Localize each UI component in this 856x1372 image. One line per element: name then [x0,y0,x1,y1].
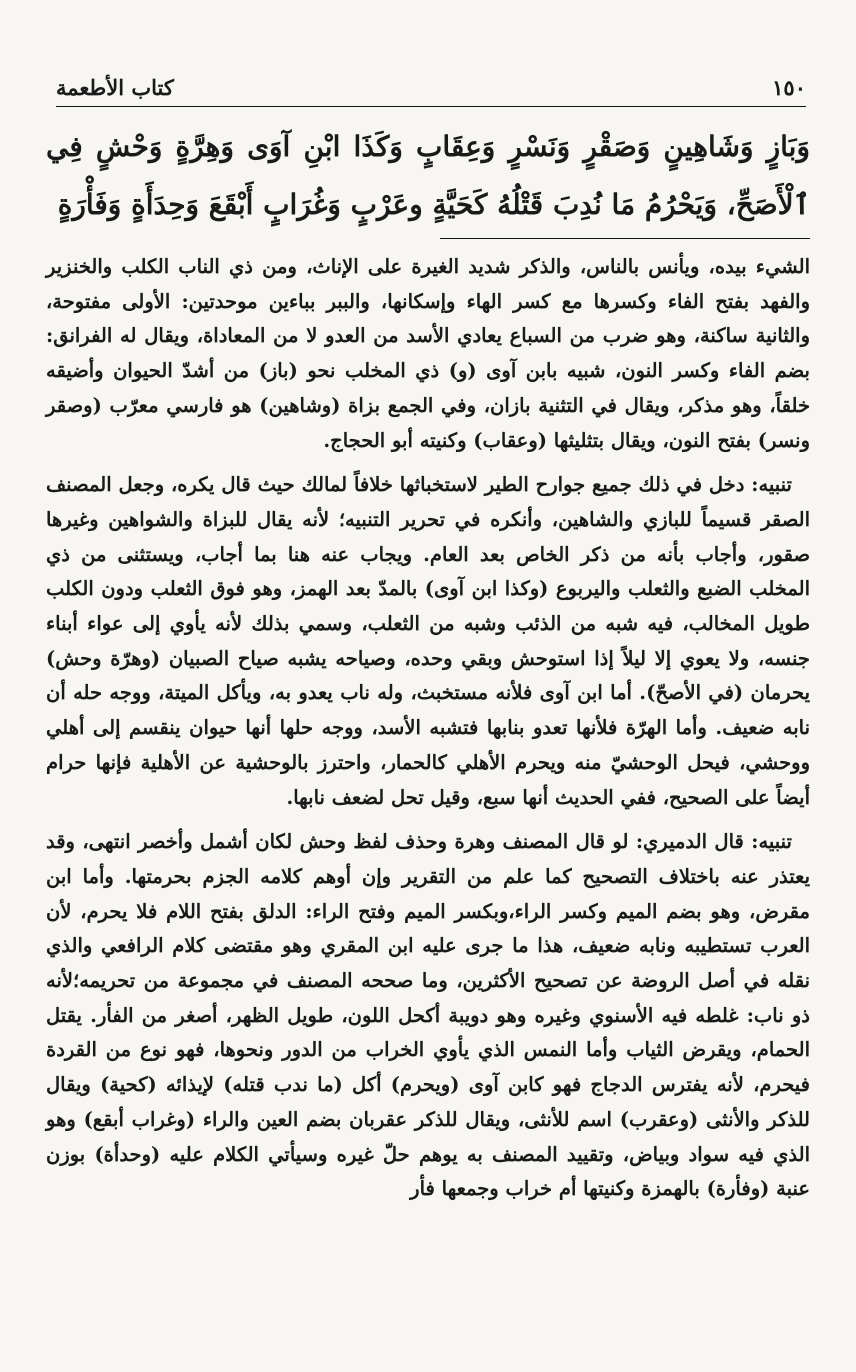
page-header [56,64,806,107]
main-text: وَبَازٍ وَشَاهِينٍ وَصَقْرٍ وَنَسْرٍ وَعِقَابٍ وَكَذَا ابْنِ آوَى وَهِرَّةٍ وَحْشٍ فِي ٱلْأَصَحِّ، وَيَحْرُمُ مَا نُدِبَ قَتْلُهُ كَحَيَّةٍ وعَرْبٍ وَغُرَابٍ أَبْقَعَ وَحِدَأَةٍ وَفَأْرَةٍ [46,130,810,221]
footnote-separator [440,238,810,239]
page-number: ١٥٠ [772,75,806,100]
commentary-paragraph: تنبيه: دخل في ذلك جميع جوارح الطير لاستخباثها خلافاً لمالك حيث قال يكره، وجعل المصنف الصقر قسيماً للبازي والشاهين، وأنكره في تحرير التنبيه؛ لأنه يقال للبزاة والشواهين وغيرها صقور، وأجاب بأنه من ذكر الخاص بعد العام. ويجاب عنه هنا بما أجاب، ويستثنى من ذي المخلب الضبع والثعلب واليربوع (وكذا ابن آوى) بالمدّ بعد الهمز، وهو فوق الثعلب ودون الكلب طويل المخالب، فيه شبه من الذئب وشبه من الثعلب، وسمي بذلك لأنه يأوي إلى عواء أبناء جنسه، ولا يعوي إلا ليلاً إذا استوحش وبقي وحده، وصياحه يشبه صياح الصبيان (وهرّة وحش) يحرمان (في الأصحّ). أما ابن آوى فلأنه مستخبث، وله ناب يعدو به، ويأكل الميتة، ووجه حله أن نابه ضعيف. وأما الهرّة فلأنها تعدو بنابها فتشبه الأسد، ووجه حلها أنها حيوان ينقسم إلى أهلي ووحشي، فيحل الوحشيّ منه ويحرم الأهلي كالحمار، واحترز بالوحشية عن الأهلية فإنها حرام أيضاً على الصحيح، ففي الحديث أنها سبع، وقيل تحل لضعف نابها. [46,473,810,809]
running-title: كتاب الأطعمة [56,75,174,100]
commentary-paragraph: الشيء بيده، ويأنس بالناس، والذكر شديد الغيرة على الإناث، ومن ذي الناب الكلب والخنزير والفهد بفتح الفاء وكسرها مع كسر الهاء وإسكانها، والببر بباءين موحدتين: الأولى مفتوحة، والثانية ساكنة، وهو ضرب من السباع يعادي الأسد من العدو لا من المعاداة، ويقال له الفرانق: بضم الفاء وكسر النون، شبيه بابن آوى (و) ذي المخلب نحو (باز) من أشدّ الحيوان وأضيقه خلقاً، وهو مذكر، ويقال في التثنية بازان، وفي الجمع بزاة (وشاهين) هو فارسي معرّب (وصقر ونسر) بفتح النون، ويقال بتثليثها (وعقاب) وكنيته أبو الحجاج. [46,255,810,452]
commentary-paragraph: تنبيه: قال الدميري: لو قال المصنف وهرة وحذف لفظ وحش لكان أشمل وأخصر انتهى، وقد يعتذر عنه باختلاف التصحيح كما علم من التقرير وإن أوهم كلامه الجزم بحرمتها. وأما ابن مقرض، وهو بضم الميم وكسر الراء،وبكسر الميم وفتح الراء: الدلق بفتح اللام فلا يحرم، لأن العرب تستطيبه ونابه ضعيف، هذا ما جرى عليه ابن المقري وهو مقتضى كلام الرافعي والذي نقله في أصل الروضة عن تصحيح الأكثرين، وما صححه المصنف في مجموعة من تحريمه؛لأنه ذو ناب: غلطه فيه الأسنوي وغيره وهو دويبة أكحل اللون، طويل الظهر، أصغر من الفأر. يقتل الحمام، ويقرض الثياب وأما النمس الذي يأوي الخراب من الدور ونحوها، فهو نوع من القردة فيحرم، لأنه يفترس الدجاج فهو كابن آوى (ويحرم) أكل (ما ندب قتله) لإيذائه (كحية) ويقال للذكر والأنثى (وعقرب) اسم للأنثى، ويقال للذكر عقربان بضم العين والراء (وغراب أبقع) وهو الذي فيه سواد وبياض، وتقييد المصنف به يوهم حلّ غيره وسيأتي الكلام عليه (وحدأة) بوزن عنبة (وفأرة) بالهمزة وكنيتها أم خراب وجمعها فأر [46,830,810,1201]
commentary-block [46,250,810,1207]
